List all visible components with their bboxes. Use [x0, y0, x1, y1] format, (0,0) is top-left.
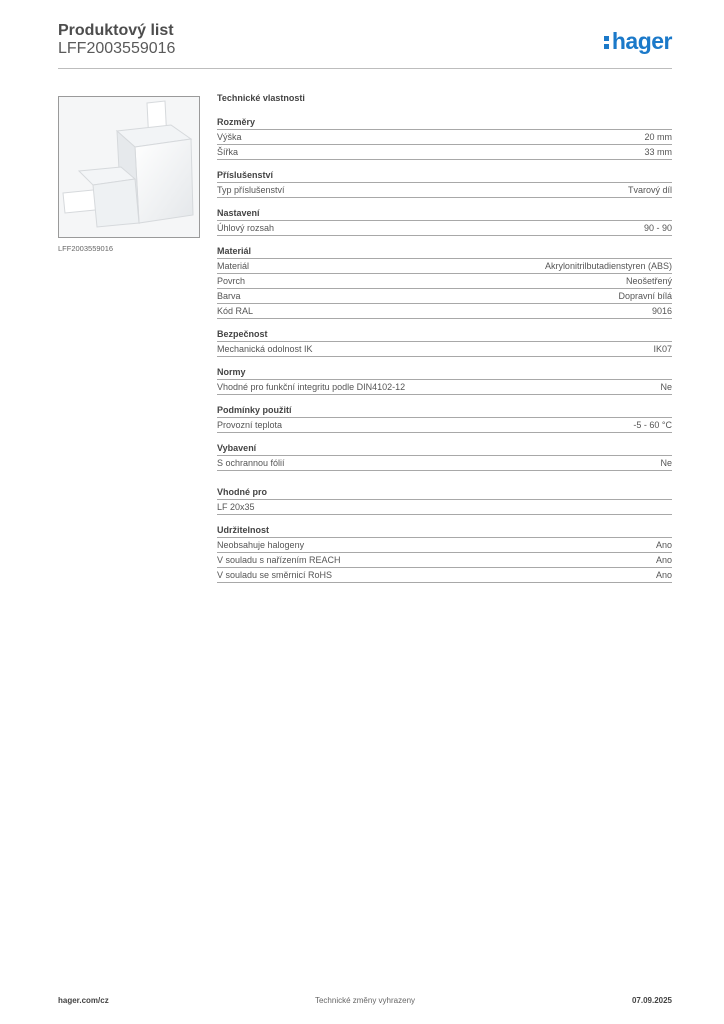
spec-row [217, 380, 672, 395]
spec-value: Ano [655, 555, 672, 565]
spec-value: 9016 [651, 306, 672, 316]
spec-value: Ne [660, 458, 672, 468]
section-title: Normy [217, 365, 672, 380]
spec-value: 20 mm [644, 132, 672, 142]
section-title: Rozměry [217, 115, 672, 130]
spec-section-safety [217, 327, 672, 357]
footer-website-link[interactable]: hager.com/cz [58, 996, 109, 1005]
section-title: Bezpečnost [217, 327, 672, 342]
spec-row [217, 221, 672, 236]
section-title: Vhodné pro [217, 485, 672, 500]
image-caption: LFF2003559016 [58, 244, 114, 253]
spec-section-settings [217, 206, 672, 236]
spec-value: -5 - 60 °C [633, 420, 672, 430]
logo-dots-icon [604, 34, 610, 50]
section-title: Udržitelnost [217, 523, 672, 538]
footer-date: 07.09.2025 [631, 996, 672, 1005]
spec-row [217, 130, 672, 145]
spec-value: Tvarový díl [627, 185, 672, 195]
spec-section-equipment [217, 441, 672, 471]
spec-label: V souladu se směrnicí RoHS [217, 570, 333, 580]
hager-logo [604, 28, 672, 55]
spec-value: Ne [660, 382, 672, 392]
section-title: Příslušenství [217, 168, 672, 183]
spec-section-conditions [217, 403, 672, 433]
spec-value: Neošetřený [625, 276, 672, 286]
spec-row [217, 500, 672, 515]
spec-value: IK07 [653, 344, 672, 354]
spec-row [217, 553, 672, 568]
angle-fitting-icon [59, 97, 199, 237]
technical-specs [217, 90, 672, 591]
spec-row [217, 183, 672, 198]
spec-label: Barva [217, 291, 241, 301]
spec-label: LF 20x35 [217, 502, 255, 512]
header-divider [58, 68, 672, 69]
section-title: Nastavení [217, 206, 672, 221]
page-header [58, 20, 672, 68]
spec-row [217, 274, 672, 289]
spec-section-sustainability [217, 523, 672, 583]
spec-label: V souladu s nařízením REACH [217, 555, 341, 565]
spec-row [217, 538, 672, 553]
spec-value: Akrylonitrilbutadienstyren (ABS) [544, 261, 672, 271]
spec-row [217, 289, 672, 304]
spec-label: Neobsahuje halogeny [217, 540, 305, 550]
spec-label: Provozní teplota [217, 420, 283, 430]
page-title: Produktový list [58, 22, 174, 39]
logo-text: hager [611, 28, 672, 54]
product-code: LFF2003559016 [58, 40, 176, 57]
spec-value: Ano [655, 540, 672, 550]
spec-row [217, 259, 672, 274]
spec-label: Povrch [217, 276, 246, 286]
spec-section-dimensions [217, 115, 672, 160]
spec-section-norms [217, 365, 672, 395]
spec-label: Šířka [217, 147, 239, 157]
specs-heading: Technické vlastnosti [217, 93, 305, 103]
product-image [58, 96, 200, 238]
spec-row [217, 418, 672, 433]
spec-row [217, 145, 672, 160]
section-title: Materiál [217, 244, 672, 259]
section-title: Podmínky použití [217, 403, 672, 418]
spec-label: Typ příslušenství [217, 185, 285, 195]
spec-label: Výška [217, 132, 242, 142]
spec-value: Ano [655, 570, 672, 580]
spec-label: Úhlový rozsah [217, 223, 275, 233]
spec-value: 90 - 90 [643, 223, 672, 233]
spec-label: Mechanická odolnost IK [217, 344, 313, 354]
spec-label: S ochrannou fólií [217, 458, 285, 468]
section-title: Vybavení [217, 441, 672, 456]
spec-row [217, 342, 672, 357]
spec-row [217, 456, 672, 471]
spec-row [217, 568, 672, 583]
spec-row [217, 304, 672, 319]
spec-section-material [217, 244, 672, 319]
spec-section-accessories [217, 168, 672, 198]
spec-value: 33 mm [644, 147, 672, 157]
spec-value: Dopravní bílá [618, 291, 672, 301]
footer-note: Technické změny vyhrazeny [314, 996, 416, 1005]
spec-label: Materiál [217, 261, 250, 271]
spec-label: Kód RAL [217, 306, 254, 316]
spec-section-suitable-for [217, 485, 672, 515]
spec-label: Vhodné pro funkční integritu podle DIN4102-12 [217, 382, 406, 392]
